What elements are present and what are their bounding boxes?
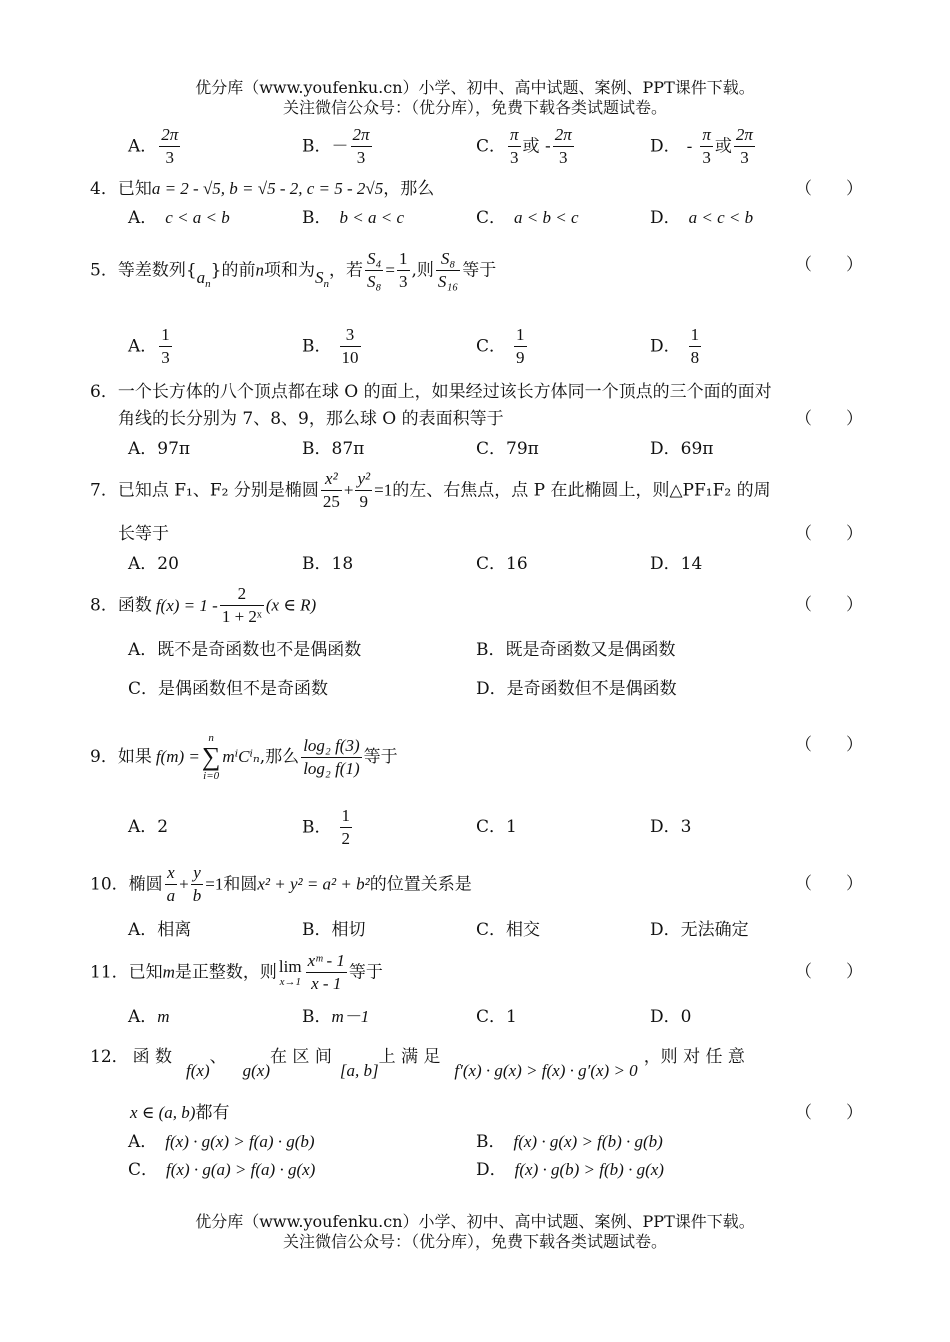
numerator: x bbox=[165, 862, 178, 885]
q5-option-d bbox=[650, 324, 703, 369]
math-expression: g(x) bbox=[242, 1061, 271, 1080]
option-label: D． bbox=[650, 554, 681, 574]
q4-stem bbox=[90, 178, 434, 200]
numerator: xᵐ - 1 bbox=[306, 950, 347, 973]
stem-text: 函数 bbox=[117, 595, 152, 616]
stem-text: 已知 bbox=[128, 962, 163, 983]
option-label: C． bbox=[476, 920, 507, 940]
denominator: 3 bbox=[740, 148, 749, 167]
math-expression: a = 2 - √5, b = √5 - 2, c = 5 - 2√5 bbox=[151, 179, 384, 198]
option-label: B． bbox=[302, 439, 332, 459]
option-math: f(x) · g(x) > f(b) · g(b) bbox=[513, 1132, 663, 1151]
q10-option-d bbox=[650, 919, 749, 941]
q11-option-b bbox=[302, 1006, 369, 1028]
denominator: 10 bbox=[341, 348, 359, 367]
q6-stem-line-2: 角线的长分别为 7、8、9，那么球 O 的表面积等于 bbox=[118, 409, 504, 429]
math-expression: f(x) = 1 - bbox=[155, 595, 218, 615]
fraction bbox=[734, 124, 755, 169]
math-var: a bbox=[196, 268, 206, 287]
denominator: a bbox=[166, 886, 176, 905]
numerator: π bbox=[700, 124, 713, 147]
equals-one: =1 bbox=[374, 480, 393, 500]
option-label: C． bbox=[476, 136, 507, 157]
numerator: y bbox=[191, 862, 204, 885]
denominator: x - 1 bbox=[311, 974, 342, 993]
option-text: 14 bbox=[680, 554, 703, 574]
sum-upper: n bbox=[208, 732, 214, 744]
math-var: S bbox=[314, 268, 324, 287]
numerator: 2π bbox=[734, 124, 755, 147]
numerator: 2π bbox=[553, 124, 574, 147]
subscript: n bbox=[205, 278, 211, 290]
stem-text: }的前 bbox=[210, 260, 256, 281]
numerator: 1 bbox=[397, 248, 410, 271]
stem-text: 等于 bbox=[363, 747, 398, 767]
option-label: C． bbox=[128, 679, 159, 699]
q6-option-d bbox=[650, 438, 713, 460]
q4-option-b bbox=[302, 207, 404, 229]
math-expression: x ∈ (a, b) bbox=[130, 1103, 196, 1122]
plus-sign: + bbox=[343, 480, 354, 500]
subscript: n bbox=[323, 278, 329, 290]
fraction bbox=[306, 950, 347, 995]
option-text: 1 bbox=[506, 817, 517, 837]
option-label: A． bbox=[128, 817, 158, 837]
denominator: b bbox=[192, 886, 202, 905]
math-var: m bbox=[162, 962, 175, 982]
q10-option-b bbox=[302, 919, 366, 941]
numerator: 1 bbox=[689, 324, 702, 347]
option-label: A． bbox=[128, 439, 158, 459]
option-label: D． bbox=[650, 439, 681, 459]
math-expression: [a, b] bbox=[339, 1061, 379, 1080]
option-math: a < b < c bbox=[514, 208, 579, 227]
option-label: B． bbox=[302, 920, 332, 940]
lim-subscript: x→1 bbox=[279, 975, 301, 988]
q10-option-a bbox=[128, 919, 191, 941]
option-label: B． bbox=[302, 817, 332, 838]
option-text: 3 bbox=[680, 817, 692, 837]
equals-one: =1 bbox=[205, 874, 224, 894]
option-text: 20 bbox=[157, 554, 179, 574]
fraction bbox=[508, 124, 521, 169]
stem-text: 和圆 bbox=[223, 874, 258, 895]
fraction bbox=[700, 124, 713, 169]
q6-option-c bbox=[476, 438, 539, 460]
option-label: D． bbox=[650, 1007, 681, 1027]
stem-text: 一个长方体的八个顶点都在球 O 的面上，如果经过该长方体同一个顶点的三个面的面对 bbox=[117, 382, 772, 402]
denominator: S₁₆ bbox=[437, 272, 459, 291]
stem-text: ，若 bbox=[328, 260, 363, 281]
option-text: 18 bbox=[331, 554, 354, 574]
option-label: C． bbox=[476, 1007, 507, 1027]
stem-text: 函 数 bbox=[132, 1047, 173, 1067]
numerator: 2 bbox=[220, 583, 264, 606]
option-text: 无法确定 bbox=[680, 920, 749, 940]
option-math: a < c < b bbox=[688, 208, 754, 227]
fraction bbox=[355, 468, 372, 513]
denominator: 9 bbox=[359, 492, 369, 511]
numerator: log₂ f(3) bbox=[301, 735, 361, 758]
q5-option-c bbox=[476, 324, 529, 369]
option-text: 既是奇函数又是偶函数 bbox=[505, 640, 676, 660]
denominator: 3 bbox=[161, 348, 170, 367]
fraction bbox=[220, 583, 264, 628]
q6-option-a bbox=[128, 438, 190, 460]
answer-bracket: （ ） bbox=[795, 409, 863, 429]
question-number: 9． bbox=[90, 747, 118, 767]
option-label: A． bbox=[128, 920, 158, 940]
option-math: c < a < b bbox=[165, 208, 230, 227]
q7-option-d bbox=[650, 553, 702, 575]
q11-option-a bbox=[128, 1006, 170, 1028]
q7-stem-line-2: 长等于 bbox=[118, 524, 169, 544]
fraction bbox=[514, 324, 527, 369]
q7-option-a bbox=[128, 553, 179, 575]
option-label: D． bbox=[650, 136, 681, 157]
q8-option-b bbox=[476, 639, 676, 661]
q9-option-a bbox=[128, 816, 168, 838]
option-label: B． bbox=[302, 554, 332, 574]
q7-stem-line-1 bbox=[90, 468, 771, 513]
fraction bbox=[351, 124, 372, 169]
sigma-symbol: ∑ bbox=[201, 742, 221, 771]
option-text: 1 bbox=[506, 1007, 517, 1027]
stem-text: 已知 bbox=[117, 179, 152, 199]
option-label: C． bbox=[476, 208, 507, 228]
q6-option-b bbox=[302, 438, 364, 460]
stem-text: ，则 对 任 意 bbox=[643, 1047, 745, 1067]
option-label: C． bbox=[476, 817, 507, 837]
option-text: 相离 bbox=[157, 920, 192, 940]
q3-option-b bbox=[302, 124, 374, 169]
numerator: S₄ bbox=[365, 248, 383, 271]
q7-option-b bbox=[302, 553, 353, 575]
summation bbox=[200, 732, 223, 782]
plus-sign: + bbox=[179, 874, 189, 894]
option-label: D． bbox=[650, 336, 681, 357]
numerator: π bbox=[508, 124, 521, 147]
option-label: B． bbox=[476, 1132, 506, 1152]
answer-bracket: （ ） bbox=[795, 962, 863, 982]
fraction bbox=[191, 862, 204, 907]
stem-text: 项和为 bbox=[263, 260, 315, 281]
q9-stem bbox=[90, 732, 398, 782]
stem-text: 是正整数，则 bbox=[174, 962, 277, 983]
denominator: 8 bbox=[690, 348, 700, 367]
fraction bbox=[365, 248, 383, 293]
numerator: x² bbox=[321, 468, 342, 491]
option-label: A． bbox=[128, 1007, 158, 1027]
stem-text: 等于 bbox=[462, 260, 497, 281]
q12-stem-line-1 bbox=[90, 1046, 745, 1080]
answer-bracket: （ ） bbox=[795, 595, 863, 615]
lim-symbol: lim bbox=[278, 956, 302, 976]
stem-text: ,则 bbox=[411, 260, 434, 281]
fraction bbox=[689, 324, 702, 369]
question-number: 8． bbox=[90, 595, 118, 616]
sum-lower: i=0 bbox=[203, 770, 220, 782]
connector-text: 或 bbox=[714, 136, 732, 157]
denominator: 3 bbox=[165, 148, 175, 167]
question-number: 10． bbox=[90, 874, 129, 895]
fraction bbox=[397, 248, 410, 293]
option-label: B． bbox=[302, 336, 332, 357]
option-label: D． bbox=[650, 920, 681, 940]
q5-stem bbox=[90, 248, 496, 295]
option-label: B． bbox=[302, 208, 332, 228]
equals-sign: = bbox=[385, 260, 395, 280]
denominator: 3 bbox=[399, 272, 408, 291]
option-text: 0 bbox=[680, 1007, 692, 1027]
stem-text: 已知点 F₁、F₂ 分别是椭圆 bbox=[117, 480, 319, 501]
option-text: 是奇函数但不是偶函数 bbox=[506, 679, 677, 699]
option-text: 79π bbox=[506, 439, 539, 459]
numerator: 3 bbox=[340, 324, 361, 347]
question-number: 4． bbox=[90, 179, 118, 199]
denominator: S₈ bbox=[366, 272, 382, 291]
math-var: n bbox=[255, 260, 264, 280]
q11-option-d bbox=[650, 1006, 691, 1028]
denominator: 3 bbox=[356, 148, 366, 167]
fraction bbox=[340, 805, 353, 850]
question-number: 7． bbox=[90, 480, 118, 501]
option-text: 相切 bbox=[331, 920, 366, 940]
option-label: D． bbox=[650, 817, 681, 837]
q4-option-c bbox=[476, 207, 579, 229]
fraction bbox=[159, 324, 172, 369]
fraction bbox=[436, 248, 460, 293]
fraction bbox=[553, 124, 574, 169]
denominator: 9 bbox=[516, 348, 525, 367]
q3-option-c bbox=[476, 124, 576, 169]
numerator: 2π bbox=[159, 124, 180, 147]
option-label: A． bbox=[128, 554, 158, 574]
q12-option-a bbox=[128, 1131, 315, 1153]
q12-stem-line-2 bbox=[130, 1102, 229, 1124]
answer-bracket: （ ） bbox=[795, 874, 863, 894]
fraction bbox=[301, 735, 361, 780]
option-label: B． bbox=[302, 136, 332, 157]
footer-line-1: 优分库（www.youfenku.cn）小学、初中、高中试题、案例、PPT课件下载。 bbox=[195, 1212, 755, 1231]
option-label: D． bbox=[650, 208, 681, 228]
stem-text: 的左、右焦点，点 P 在此椭圆上，则△PF₁F₂ 的周 bbox=[392, 480, 771, 501]
option-text: 相交 bbox=[506, 920, 541, 940]
math-expression: (x ∈ R) bbox=[265, 595, 317, 615]
numerator: 1 bbox=[514, 324, 527, 347]
denominator: 3 bbox=[702, 148, 711, 167]
denominator: log₂ f(1) bbox=[303, 758, 360, 778]
option-text: 87π bbox=[331, 439, 365, 459]
q11-option-c bbox=[476, 1006, 517, 1028]
option-label: A． bbox=[128, 640, 158, 660]
denominator: 25 bbox=[322, 492, 340, 511]
stem-text: ,那么 bbox=[259, 747, 300, 767]
denominator: 3 bbox=[558, 148, 568, 167]
option-label: A． bbox=[128, 336, 158, 357]
option-label: C． bbox=[476, 336, 507, 357]
q9-option-b bbox=[302, 805, 354, 850]
header-line-2: 关注微信公众号：（优分库），免费下载各类试题试卷。 bbox=[282, 98, 667, 117]
option-label: C． bbox=[128, 1160, 159, 1180]
q9-option-c bbox=[476, 816, 517, 838]
q10-stem bbox=[90, 862, 472, 907]
denominator: 3 bbox=[510, 148, 519, 167]
limit bbox=[277, 958, 304, 988]
option-text: 16 bbox=[506, 554, 528, 574]
denominator: 2 bbox=[341, 829, 350, 848]
option-text: 既不是奇函数也不是偶函数 bbox=[157, 640, 362, 660]
stem-text: 上 满 足 bbox=[378, 1047, 441, 1067]
option-text: 97π bbox=[157, 439, 191, 459]
denominator: 1 + 2ˣ bbox=[221, 607, 262, 626]
question-number: 12． bbox=[90, 1047, 129, 1067]
q8-option-a bbox=[128, 639, 361, 661]
math-expression: x² + y² = a² + b² bbox=[257, 874, 370, 894]
answer-bracket: （ ） bbox=[795, 735, 863, 755]
q12-option-b bbox=[476, 1131, 663, 1153]
stem-text: 椭圆 bbox=[128, 874, 163, 895]
q3-option-d bbox=[650, 124, 757, 169]
fraction bbox=[165, 862, 178, 907]
option-text: m－1 bbox=[331, 1007, 370, 1026]
answer-bracket: （ ） bbox=[795, 1103, 863, 1123]
stem-text: 的位置关系是 bbox=[369, 874, 472, 895]
option-math: b < a < c bbox=[339, 208, 404, 227]
question-number: 11． bbox=[90, 962, 129, 983]
fraction bbox=[321, 468, 342, 513]
stem-text: 都有 bbox=[195, 1103, 230, 1123]
q4-option-d bbox=[650, 207, 753, 229]
option-math: f(x) · g(a) > f(a) · g(x) bbox=[166, 1160, 316, 1179]
numerator: y² bbox=[355, 468, 372, 491]
fraction bbox=[340, 324, 361, 369]
option-label: C． bbox=[476, 554, 507, 574]
q12-option-c bbox=[128, 1159, 315, 1181]
numerator: 1 bbox=[340, 805, 353, 828]
stem-text: 等于 bbox=[348, 962, 383, 983]
numerator: S₈ bbox=[436, 248, 460, 271]
option-label: D． bbox=[476, 1160, 507, 1180]
stem-text: 等差数列{ bbox=[117, 260, 197, 281]
q8-option-c bbox=[128, 678, 328, 700]
q5-option-b bbox=[302, 324, 363, 369]
option-text: 69π bbox=[680, 439, 714, 459]
option-label: B． bbox=[476, 640, 506, 660]
option-label: A． bbox=[128, 136, 158, 157]
option-text: m bbox=[157, 1007, 170, 1026]
math-expression: f′(x) · g(x) > f(x) · g′(x) > 0 bbox=[454, 1061, 638, 1080]
option-text: 2 bbox=[157, 817, 169, 837]
q4-option-a bbox=[128, 207, 230, 229]
answer-bracket: （ ） bbox=[795, 524, 863, 544]
option-label: D． bbox=[476, 679, 507, 699]
math-expression: f(x) bbox=[186, 1061, 210, 1080]
question-number: 6． bbox=[90, 382, 118, 402]
q6-stem-line-1 bbox=[90, 381, 772, 403]
option-text: 是偶函数但不是奇函数 bbox=[158, 679, 329, 699]
minus-sign: - bbox=[686, 136, 693, 157]
option-label: A． bbox=[128, 208, 158, 228]
q5-option-a bbox=[128, 324, 174, 369]
q7-option-c bbox=[476, 553, 528, 575]
option-math: f(x) · g(x) > f(a) · g(b) bbox=[165, 1132, 315, 1151]
stem-text: 在 区 间 bbox=[270, 1047, 332, 1067]
option-label: B． bbox=[302, 1007, 332, 1027]
footer-line-2: 关注微信公众号：（优分库），免费下载各类试题试卷。 bbox=[282, 1232, 667, 1251]
connector-text: 或 - bbox=[522, 136, 551, 157]
q8-stem bbox=[90, 583, 316, 628]
minus-sign: － bbox=[331, 136, 349, 157]
q9-option-d bbox=[650, 816, 691, 838]
q12-option-d bbox=[476, 1159, 664, 1181]
math-expression: f(m) = bbox=[155, 747, 200, 766]
option-math: f(x) · g(b) > f(b) · g(x) bbox=[514, 1160, 664, 1179]
q11-stem bbox=[90, 950, 383, 995]
numerator: 1 bbox=[159, 324, 172, 347]
stem-text: 、 bbox=[209, 1047, 227, 1067]
fraction bbox=[159, 124, 180, 169]
q3-option-a bbox=[128, 124, 182, 169]
header-line-1: 优分库（www.youfenku.cn）小学、初中、高中试题、案例、PPT课件下载。 bbox=[195, 78, 755, 97]
numerator: 2π bbox=[351, 124, 372, 147]
q8-option-d bbox=[476, 678, 677, 700]
stem-text: ，那么 bbox=[383, 179, 435, 199]
q10-option-c bbox=[476, 919, 540, 941]
answer-bracket: （ ） bbox=[795, 255, 863, 275]
answer-bracket: （ ） bbox=[795, 179, 863, 199]
math-term: mⁱCⁱₙ bbox=[222, 747, 260, 766]
stem-text: 如果 bbox=[117, 747, 152, 767]
question-number: 5． bbox=[90, 260, 118, 281]
option-label: A． bbox=[128, 1132, 158, 1152]
option-label: C． bbox=[476, 439, 507, 459]
